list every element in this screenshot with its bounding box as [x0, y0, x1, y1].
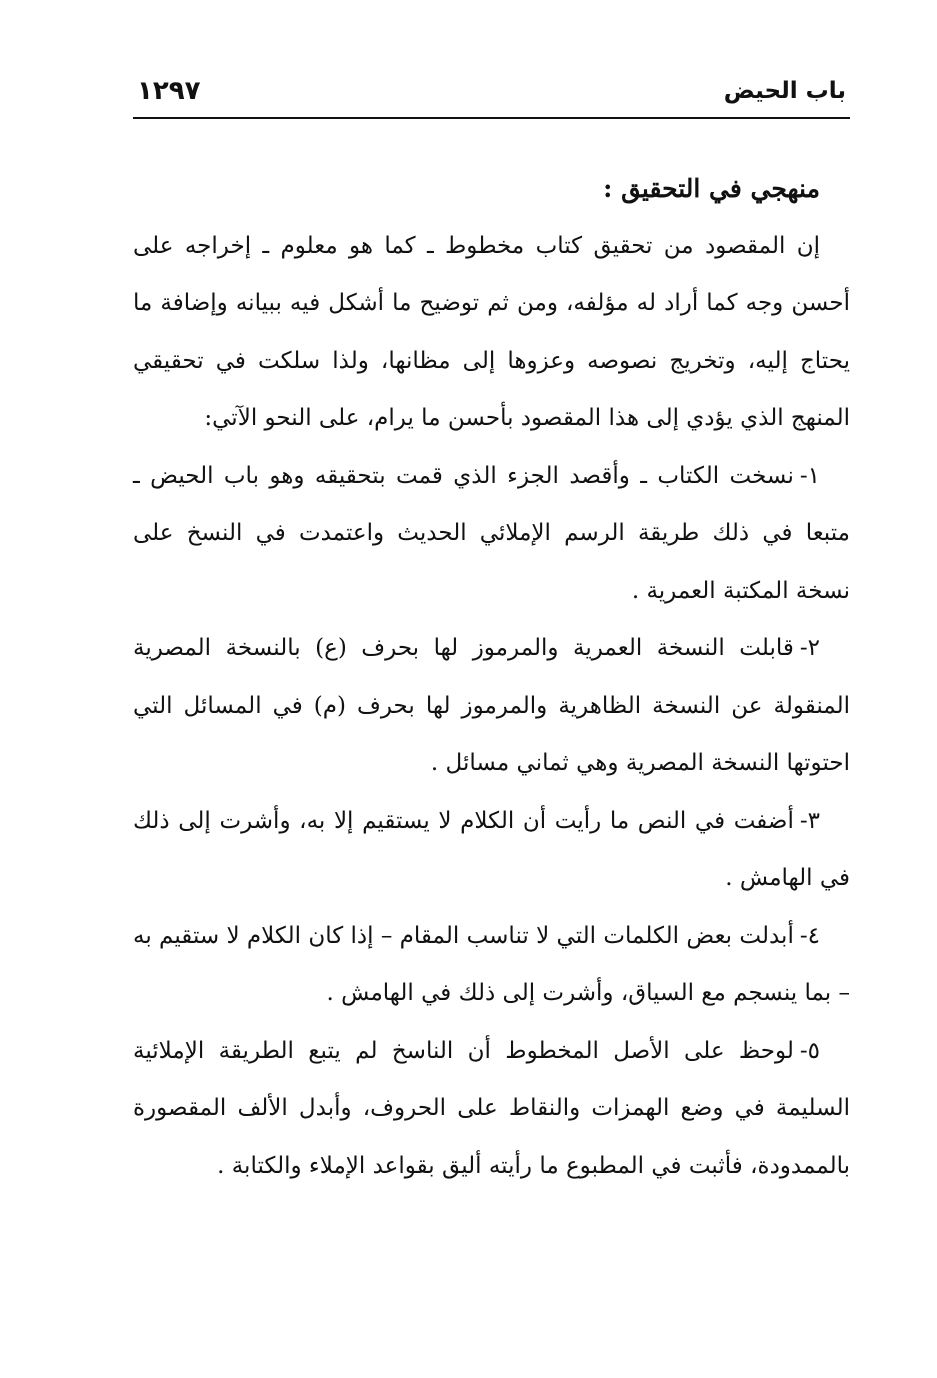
header-rule: [133, 117, 850, 119]
list-item-number: ٤-: [799, 922, 820, 949]
list-item: [133, 1023, 850, 1196]
list-item: [133, 448, 850, 621]
list-item-number: ١-: [799, 462, 820, 489]
running-header: [133, 74, 850, 118]
list-item: [133, 620, 850, 793]
list-item-text: أضفت في النص ما رأيت أن الكلام لا يستقيم إلا به، وأشرت إلى ذلك في الهامش .: [133, 807, 850, 891]
list-item-text: أبدلت بعض الكلمات التي لا تناسب المقام – إذا كان الكلام لا ستقيم به – بما ينسجم مع السياق، وأشرت إلى ذلك في الهامش .: [133, 922, 850, 1006]
list-item: [133, 793, 850, 908]
list-item-number: ٣-: [799, 807, 820, 834]
page-body: [133, 160, 850, 1195]
list-item-text: نسخت الكتاب ـ وأقصد الجزء الذي قمت بتحقيقه وهو باب الحيض ـ متبعا في ذلك طريقة الرسم الإملائي الحديث واعتمدت في النسخ على نسخة المكتبة العمرية .: [133, 462, 850, 604]
intro-paragraph: إن المقصود من تحقيق كتاب مخطوط ـ كما هو معلوم ـ إخراجه على أحسن وجه كما أراد له مؤلفه، ومن ثم توضيح ما أشكل فيه ببيانه وإضافة ما يحتاج إليه، وتخريج نصوصه وعزوها إلى مظانها، ولذا سلكت في تحقيقي المنهج الذي يؤدي إلى هذا المقصود بأحسن ما يرام، على النحو الآتي:: [133, 232, 850, 431]
list-item-text: قابلت النسخة العمرية والمرموز لها بحرف (ع) بالنسخة المصرية المنقولة عن النسخة الظاهرية والمرموز لها بحرف (م) في المسائل التي احتوتها النسخة المصرية وهي ثماني مسائل .: [133, 635, 850, 776]
list-item-number: ٢-: [799, 635, 820, 661]
page-number: ١٢٩٧: [137, 76, 201, 106]
chapter-title: باب الحيض: [723, 78, 846, 104]
list-item-number: ٥-: [799, 1037, 820, 1064]
list-item-text: لوحظ على الأصل المخطوط أن الناسخ لم يتبع الطريقة الإملائية السليمة في وضع الهمزات والنقاط على الحروف، وأبدل الألف المقصورة بالممدودة، فأثبت في المطبوع ما رأيته أليق بقواعد الإملاء والكتابة .: [133, 1037, 850, 1179]
list-item: [133, 908, 850, 1023]
section-heading: منهجي في التحقيق :: [603, 174, 820, 203]
